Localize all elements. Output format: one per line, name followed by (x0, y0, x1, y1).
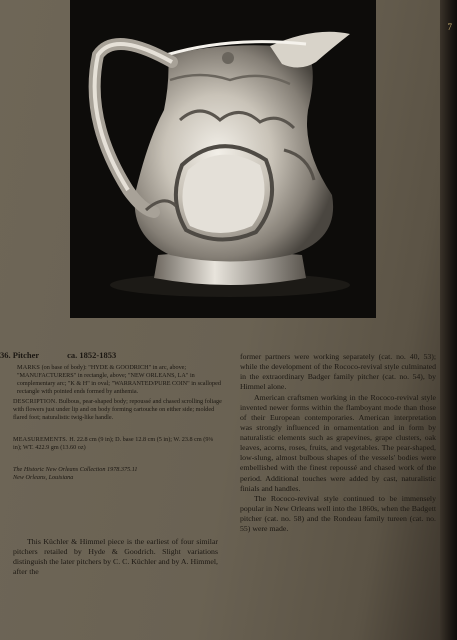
description-field (13, 398, 223, 422)
measurements-text: H. 22.8 cm (9 in); D. base 12.8 cm (5 in); W. 23.8 cm (9⅜ in); WT. 422.9 gm (13.60 oz) (13, 436, 214, 451)
description-label: DESCRIPTION. (13, 398, 58, 405)
marks-label: MARKS (17, 364, 41, 371)
left-paragraph: This Küchler & Himmel piece is the earliest of four similar pitchers retailed by Hyde & Goodrich. Slight variations distinguish the later pitchers by C. C. Küchler and by A. Himmel, after the (13, 537, 218, 577)
right-paragraph-2: American craftsmen working in the Rococo-revival style invented newer forms within the flamboyant mode than those of their European contemporaries. American interpretation was strongly influenced in ornamentation and in form by naturalistic elements such as grapevines, grape clusters, oak leaves, acorns, roses, fruits, and vegetables. The pear-shaped, low-slung, almost bulbous shapes of the vessels' bodies were embellished with the finest repoussé and chased work of the period. Additional touches were added by cast, naturalistic finials and handles. (240, 392, 436, 493)
description-text: Bulbous, pear-shaped body; repoussé and chased scrolling foliage with flowers just under lip and on body forming cartouche on either side; molded flared foot; naturalistic twig-like handle. (13, 398, 222, 421)
collection-source (13, 466, 223, 482)
right-paragraph-1: former partners were working separately (cat. no. 40, 53); while the development of the Rococo-revival style culminated in the extraordinary Badger family pitcher (cat. no. 54), by Himmel alone. (240, 352, 436, 392)
right-column-text (240, 352, 436, 534)
entry-date: ca. 1852-1853 (67, 350, 117, 360)
marks-text: (on base of body): "HYDE & GOODRICH" in arc, above; "MANUFACTURERS" in rectangle, above; "NEW ORLEANS, LA" in complementary arc; "K & H" in oval; "WARRANTED/PURE COIN" in scalloped rectangle with pointed ends formed by anthemia. (17, 364, 221, 395)
measurements-label: MEASUREMENTS. (13, 436, 68, 443)
collection-location: New Orleans, Louisiana (13, 473, 74, 481)
pitcher-photograph (70, 0, 376, 318)
marks-field (17, 364, 223, 396)
catalog-entry-heading (0, 350, 116, 360)
collection-line: The Historic New Orleans Collection 1978.375.11 (13, 466, 138, 473)
left-column-text (13, 537, 218, 578)
measurements-field (13, 436, 223, 452)
entry-number: 36. (0, 350, 11, 360)
book-spine-edge (440, 0, 457, 640)
margin-mark: 7 (447, 22, 452, 32)
entry-title: Pitcher (12, 350, 40, 360)
right-paragraph-3: The Rococo-revival style continued to be immensely popular in New Orleans well into the 1860s, when the Badgett pitcher (cat. no. 58) and the Rondeau family tureen (cat. no. 55) were made. (240, 493, 436, 534)
